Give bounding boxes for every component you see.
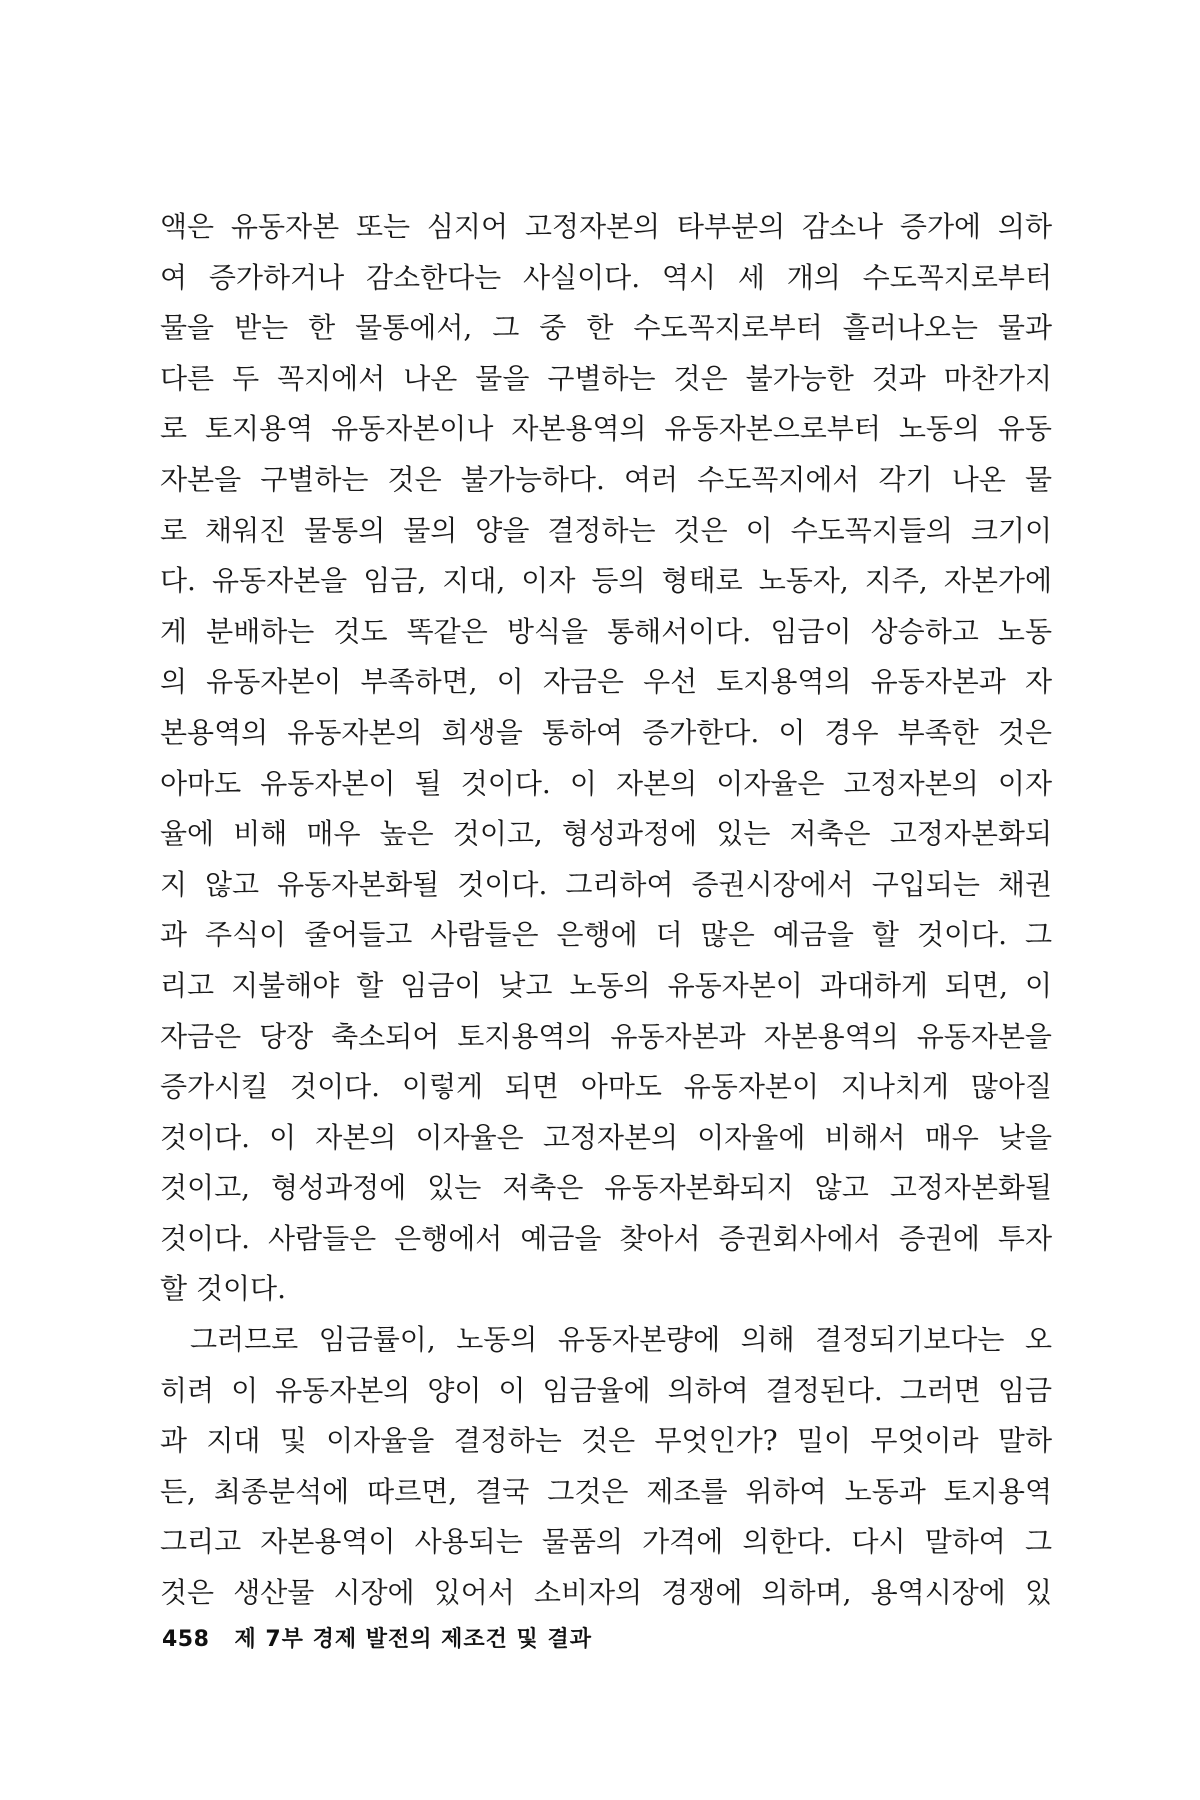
text-line: 다. 유동자본을 임금, 지대, 이자 등의 형태로 노동자, 지주, 자본가에	[160, 564, 1052, 598]
text-line: 것은 생산물 시장에 있어서 소비자의 경쟁에 의하며, 용역시장에 있	[160, 1576, 1052, 1610]
text-line: 자금은 당장 축소되어 토지용역의 유동자본과 자본용역의 유동자본을	[160, 1019, 1052, 1053]
text-line: 그리고 자본용역이 사용되는 물품의 가격에 의한다. 다시 말하여 그	[160, 1525, 1052, 1559]
text-line: 다른 두 꼭지에서 나온 물을 구별하는 것은 불가능한 것과 마찬가지	[160, 361, 1052, 395]
body-text	[160, 202, 1052, 1619]
text-line: 것이다. 이 자본의 이자율은 고정자본의 이자율에 비해서 매우 낮을	[160, 1120, 1052, 1154]
text-line: 여 증가하거나 감소한다는 사실이다. 역시 세 개의 수도꼭지로부터	[160, 260, 1052, 294]
text-line: 아마도 유동자본이 될 것이다. 이 자본의 이자율은 고정자본의 이자	[160, 766, 1052, 800]
text-line: 것이다. 사람들은 은행에서 예금을 찾아서 증권회사에서 증권에 투자	[160, 1221, 1052, 1255]
text-line: 과 주식이 줄어들고 사람들은 은행에 더 많은 예금을 할 것이다. 그	[160, 918, 1052, 952]
text-line: 그러므로 임금률이, 노동의 유동자본량에 의해 결정되기보다는 오	[190, 1323, 1052, 1357]
text-line: 율에 비해 매우 높은 것이고, 형성과정에 있는 저축은 고정자본화되	[160, 817, 1052, 851]
text-line: 물을 받는 한 물통에서, 그 중 한 수도꼭지로부터 흘러나오는 물과	[160, 311, 1052, 345]
text-line: 의 유동자본이 부족하면, 이 자금은 우선 토지용역의 유동자본과 자	[160, 665, 1052, 699]
running-title: 제 7부 경제 발전의 제조건 및 결과	[234, 1627, 592, 1652]
text-line: 할 것이다.	[160, 1272, 286, 1306]
text-line: 증가시킬 것이다. 이렇게 되면 아마도 유동자본이 지나치게 많아질	[160, 1070, 1052, 1104]
text-line: 로 채워진 물통의 물의 양을 결정하는 것은 이 수도꼭지들의 크기이	[160, 513, 1052, 547]
text-line: 자본을 구별하는 것은 불가능하다. 여러 수도꼭지에서 각기 나온 물	[160, 462, 1052, 496]
page-footer	[162, 1622, 592, 1653]
text-line: 든, 최종분석에 따르면, 결국 그것은 제조를 위하여 노동과 토지용역	[160, 1474, 1052, 1508]
paragraph	[160, 202, 1052, 1315]
text-line: 히려 이 유동자본의 양이 이 임금율에 의하여 결정된다. 그러면 임금	[160, 1373, 1052, 1407]
text-line: 지 않고 유동자본화될 것이다. 그리하여 증권시장에서 구입되는 채권	[160, 867, 1052, 901]
page-number: 458	[162, 1627, 210, 1652]
text-line: 것이고, 형성과정에 있는 저축은 유동자본화되지 않고 고정자본화될	[160, 1171, 1052, 1205]
text-line: 리고 지불해야 할 임금이 낮고 노동의 유동자본이 과대하게 되면, 이	[160, 968, 1052, 1002]
text-line: 과 지대 및 이자율을 결정하는 것은 무엇인가? 밀이 무엇이라 말하	[160, 1424, 1052, 1458]
text-line: 게 분배하는 것도 똑같은 방식을 통해서이다. 임금이 상승하고 노동	[160, 614, 1052, 648]
text-line: 본용역의 유동자본의 희생을 통하여 증가한다. 이 경우 부족한 것은	[160, 715, 1052, 749]
paragraph	[160, 1315, 1052, 1619]
text-line: 액은 유동자본 또는 심지어 고정자본의 타부분의 감소나 증가에 의하	[160, 210, 1052, 243]
text-line: 로 토지용역 유동자본이나 자본용역의 유동자본으로부터 노동의 유동	[160, 412, 1052, 446]
